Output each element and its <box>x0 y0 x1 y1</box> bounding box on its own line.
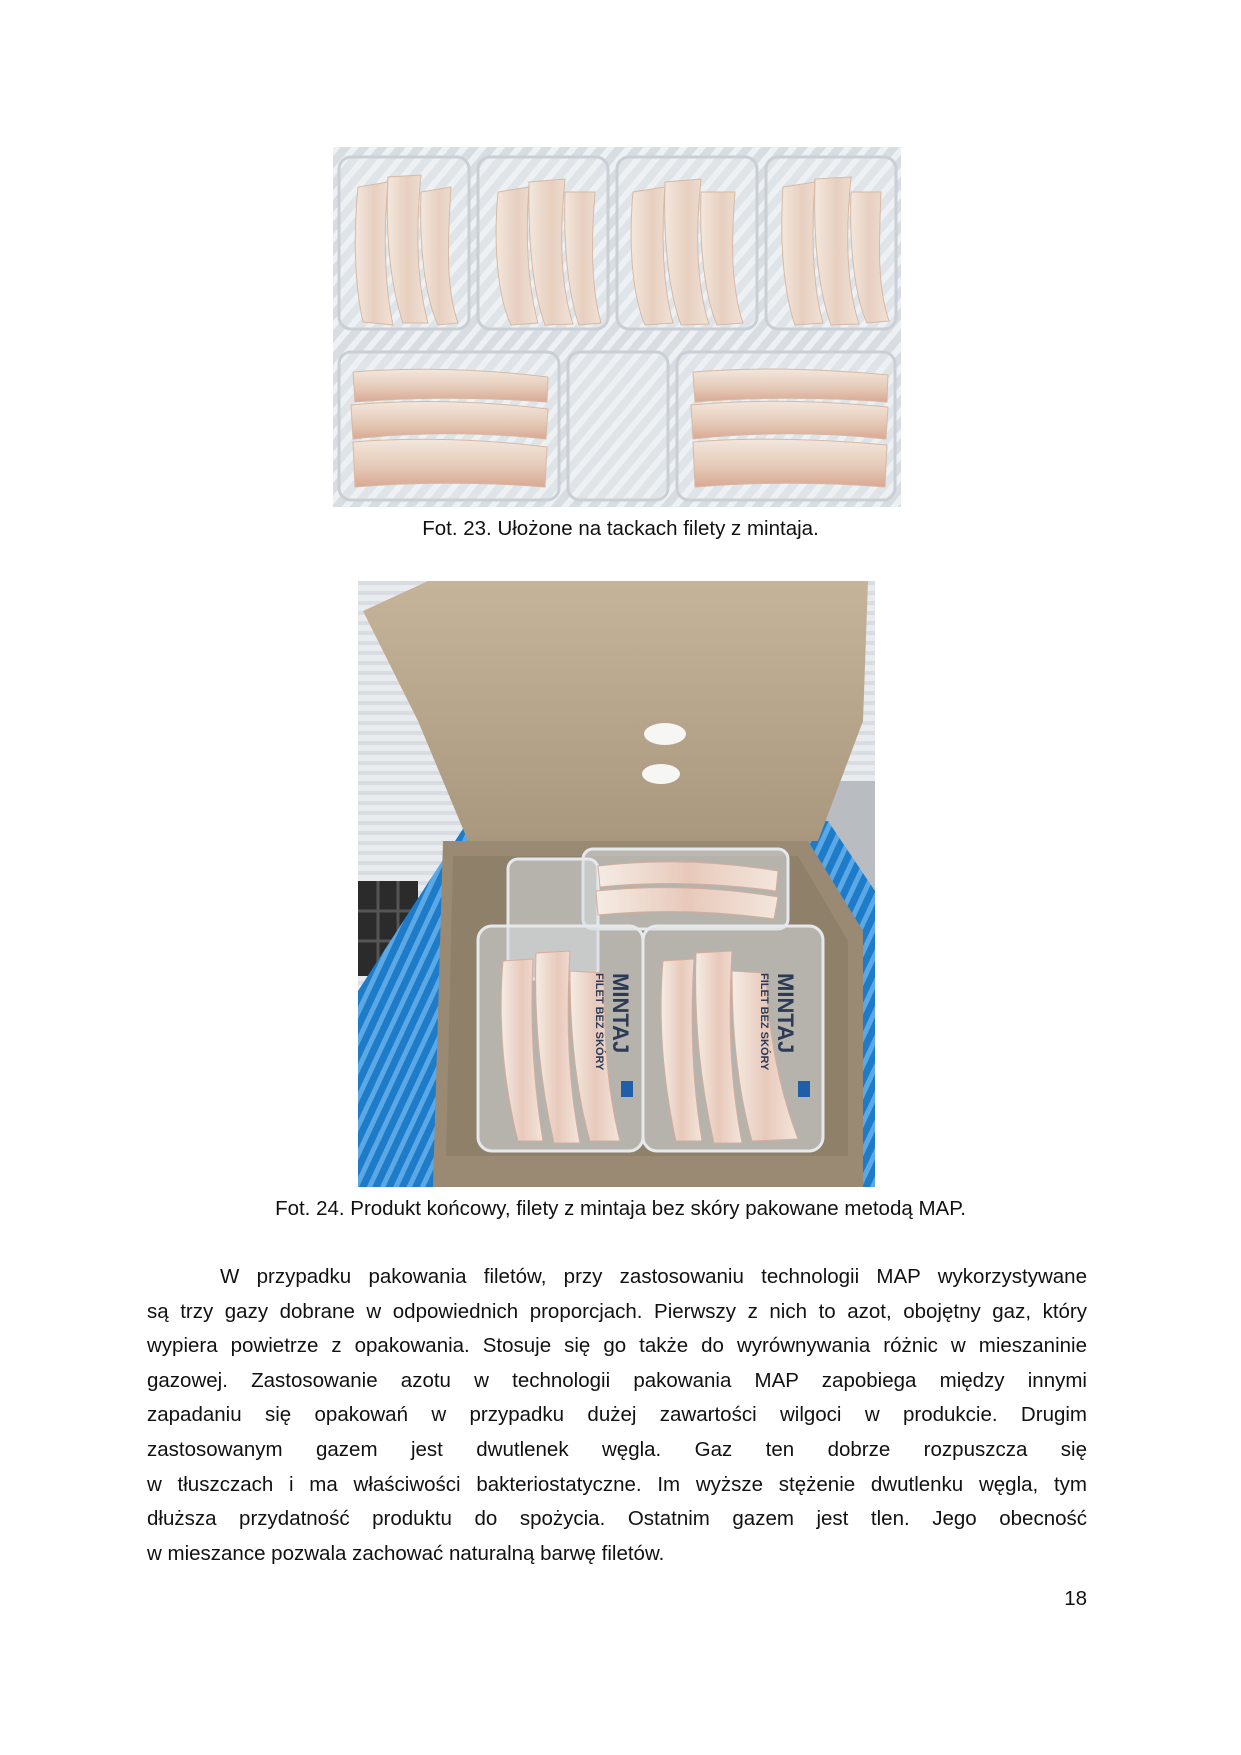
package-label-subtext: FILET BEZ SKÓRY <box>758 973 770 1071</box>
figure-caption: Fot. 24. Produkt końcowy, filety z mintaja bez skóry pakowane metodą MAP. <box>275 1197 966 1220</box>
paragraph-line: zapadaniu się opakowań w przypadku dużej zawartości wilgoci w produkcie. Drugim <box>147 1403 1087 1427</box>
paragraph-line: w mieszance pozwala zachować naturalną barwę filetów. <box>147 1541 665 1565</box>
packaged-fillets-in-box-photo <box>358 581 875 1187</box>
paragraph-line: gazowej. Zastosowanie azotu w technologii pakowania MAP zapobiega między innymi <box>147 1368 1087 1392</box>
package-label-text: MINTAJ <box>773 973 798 1054</box>
figure-caption: Fot. 23. Ułożone na tackach filety z mintaja. <box>422 517 819 540</box>
paragraph-line: dłuższa przydatność produktu do spożycia. Ostatnim gazem jest tlen. Jego obecność <box>147 1507 1087 1531</box>
paragraph-line: zastosowanym gazem jest dwutlenek węgla. Gaz ten dobrze rozpuszcza się <box>147 1437 1087 1461</box>
paragraph-line: wypiera powietrze z opakowania. Stosuje się go także do wyrównywania różnic w mieszaninie <box>147 1334 1087 1358</box>
paragraph-line: W przypadku pakowania filetów, przy zastosowaniu technologii MAP wykorzystywane <box>220 1265 1087 1288</box>
body-paragraph <box>147 1260 1087 1571</box>
paragraph-line: w tłuszczach i ma właściwości bakteriostatyczne. Im wyższe stężenie dwutlenku węgla, tym <box>147 1472 1087 1496</box>
fish-fillets-on-trays-photo <box>333 147 901 507</box>
page-number: 18 <box>1064 1587 1087 1610</box>
paragraph-line: są trzy gazy dobrane w odpowiednich proporcjach. Pierwszy z nich to azot, obojętny gaz, który <box>147 1299 1087 1323</box>
package-label-text: MINTAJ <box>608 973 633 1054</box>
package-label-subtext: FILET BEZ SKÓRY <box>593 973 605 1071</box>
